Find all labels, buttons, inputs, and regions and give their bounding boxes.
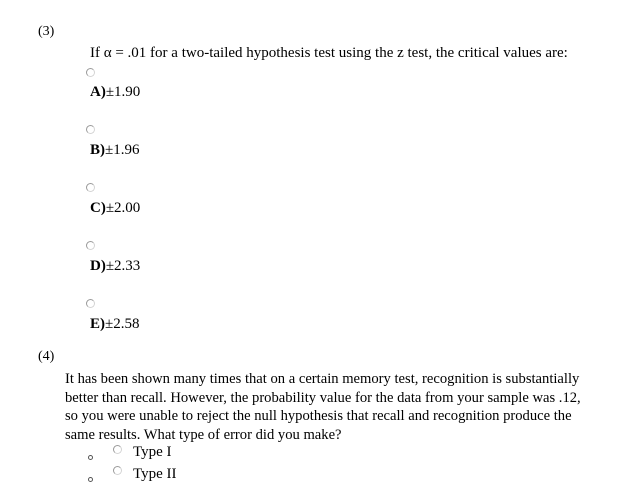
choice-b-text: ±1.96 bbox=[105, 142, 140, 158]
choice-c[interactable] bbox=[90, 200, 140, 217]
option-type-2-radio[interactable] bbox=[113, 466, 122, 475]
choice-b-letter: B) bbox=[90, 142, 105, 158]
choice-e-text: ±2.58 bbox=[105, 316, 140, 332]
choice-b-radio[interactable] bbox=[86, 125, 95, 134]
option-type-2-label[interactable]: Type II bbox=[133, 466, 177, 482]
question-4-stem bbox=[65, 370, 610, 444]
choice-c-radio[interactable] bbox=[86, 183, 95, 192]
option-type-1-label[interactable]: Type I bbox=[133, 444, 172, 460]
question-4-stem-line-1: It has been shown many times that on a certain memory test, recognition is substantially bbox=[65, 371, 580, 387]
question-4-stem-line-3: so you were unable to reject the null hypothesis that recall and recognition produce the bbox=[65, 408, 572, 424]
choice-a-letter: A) bbox=[90, 84, 106, 100]
choice-b[interactable] bbox=[90, 142, 139, 159]
option-type-1-radio[interactable] bbox=[113, 445, 122, 454]
choice-e[interactable] bbox=[90, 316, 139, 333]
choice-c-text: ±2.00 bbox=[105, 200, 141, 216]
choice-a-radio[interactable] bbox=[86, 68, 95, 77]
choice-e-radio[interactable] bbox=[86, 299, 95, 308]
question-4-stem-line-4: same results. What type of error did you make? bbox=[65, 426, 342, 443]
choice-c-letter: C) bbox=[90, 200, 106, 216]
question-4-number: (4) bbox=[38, 349, 55, 364]
option-type-2-bullet-icon bbox=[88, 477, 93, 482]
choice-d-letter: D) bbox=[90, 258, 106, 274]
choice-e-letter: E) bbox=[90, 316, 105, 332]
question-3-number: (3) bbox=[38, 24, 55, 39]
choice-a-text: ±1.90 bbox=[105, 84, 141, 100]
choice-d-text: ±2.33 bbox=[105, 258, 141, 274]
question-3-stem: If α = .01 for a two-tailed hypothesis test using the z test, the critical values are: bbox=[90, 45, 568, 61]
choice-d-radio[interactable] bbox=[86, 241, 95, 250]
choice-d[interactable] bbox=[90, 258, 140, 275]
option-type-1-bullet-icon bbox=[88, 455, 93, 460]
question-4-stem-line-2: better than recall. However, the probability value for the data from your sample was .12, bbox=[65, 389, 581, 406]
choice-a[interactable] bbox=[90, 84, 140, 101]
